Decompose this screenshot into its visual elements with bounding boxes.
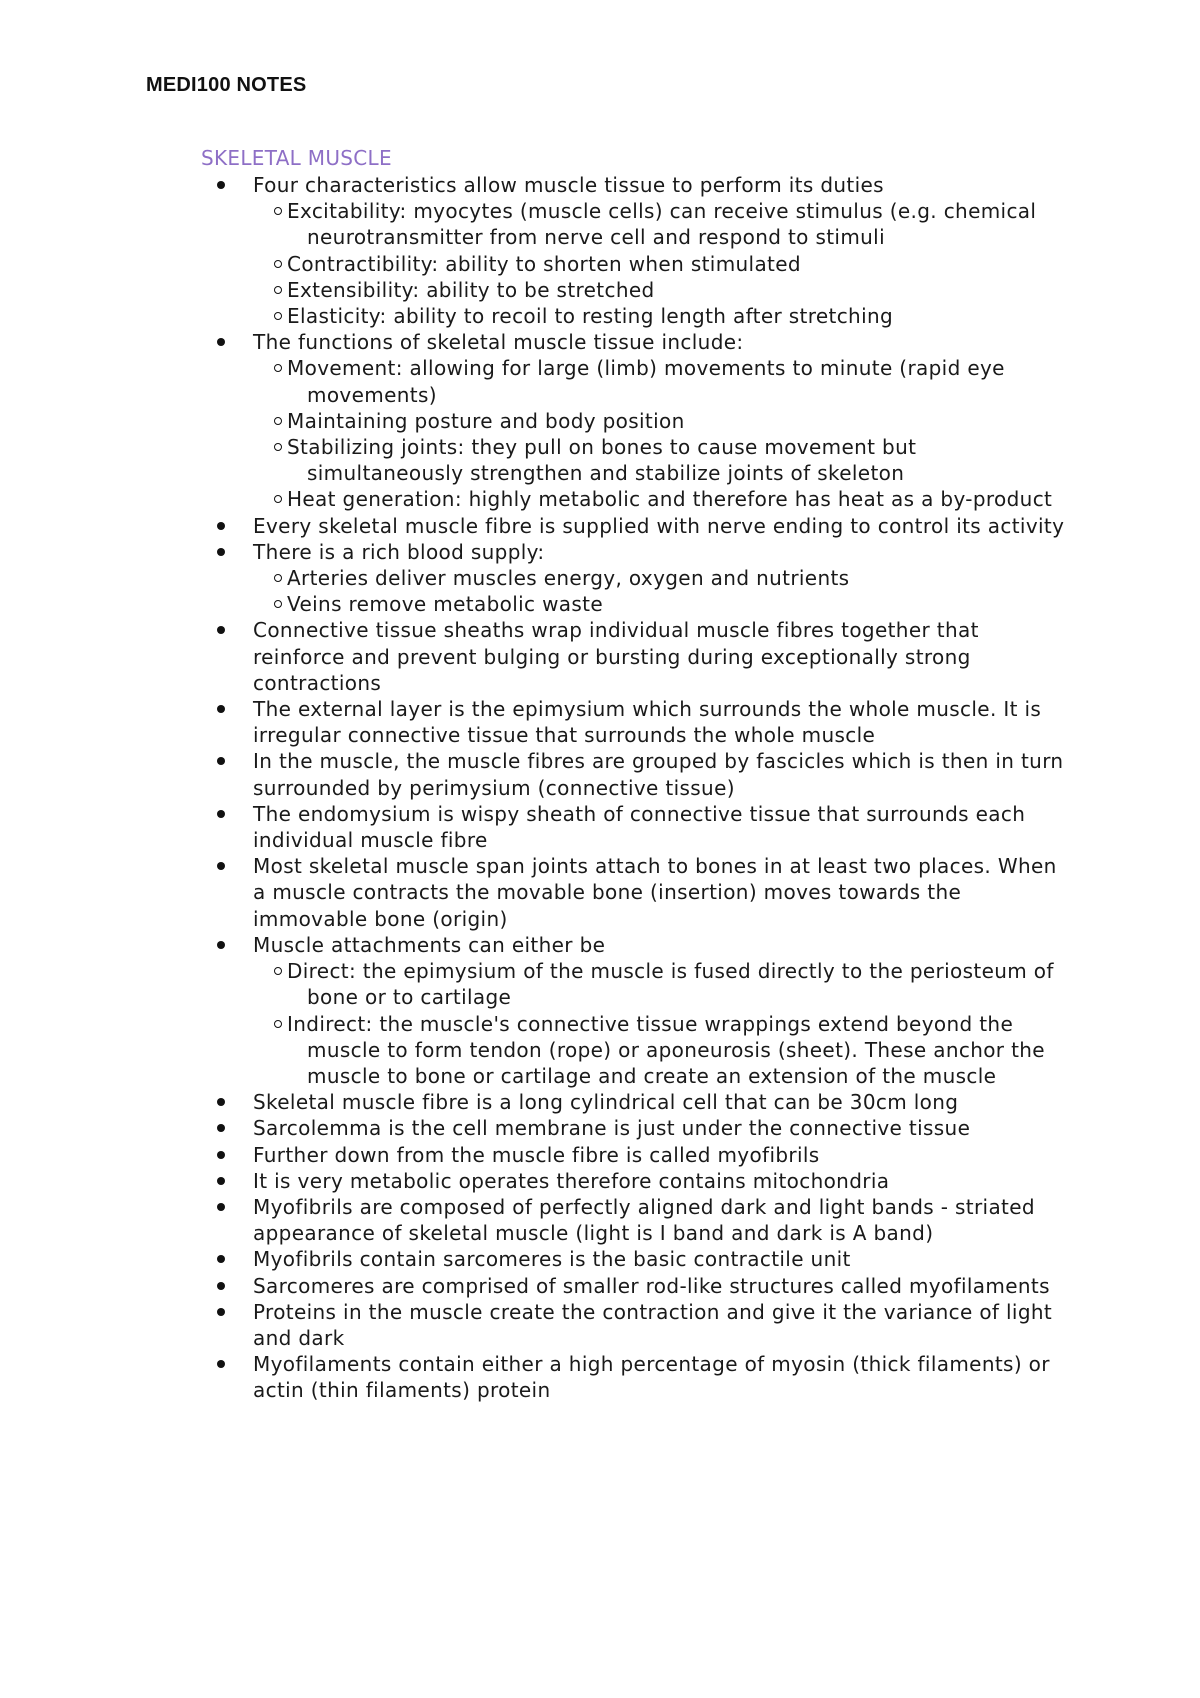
sub-bullet-item — [272, 591, 1070, 617]
bullet-text: Myofibrils contain sarcomeres is the basic contractile unit — [253, 1247, 851, 1272]
bullet-text: The functions of skeletal muscle tissue include: — [253, 330, 744, 355]
bullet-item — [0, 932, 1200, 1089]
sub-bullet-text: Elasticity: ability to recoil to resting length after stretching — [287, 304, 894, 329]
bullet-item — [0, 1089, 1200, 1115]
sub-bullet-item — [272, 277, 1070, 303]
sub-bullet-item — [272, 198, 1070, 250]
bullet-text: There is a rich blood supply: — [253, 539, 545, 564]
bullet-item — [0, 853, 1200, 932]
hollow-circle-bullet-icon — [274, 260, 282, 268]
document-title: MEDI100 NOTES — [146, 74, 307, 96]
bullet-text: Myofilaments contain either a high percentage of myosin (thick filaments) or actin (thin filaments) protein — [253, 1352, 1050, 1403]
sub-bullet-item — [272, 565, 1070, 591]
bullet-text: Further down from the muscle fibre is called myofibrils — [253, 1142, 820, 1167]
bullet-text: It is very metabolic operates therefore contains mitochondria — [253, 1168, 890, 1193]
bullet-item — [0, 1351, 1200, 1403]
sub-bullet-item — [272, 1011, 1070, 1090]
bullet-dot-icon — [217, 548, 225, 556]
bullet-text: The endomysium is wispy sheath of connective tissue that surrounds each individual muscle fibre — [253, 801, 1026, 853]
bullet-item — [0, 1194, 1200, 1246]
bullet-dot-icon — [217, 626, 225, 634]
bullet-item — [0, 1273, 1200, 1299]
bullet-dot-icon — [217, 338, 225, 346]
hollow-circle-bullet-icon — [274, 443, 282, 451]
hollow-circle-bullet-icon — [274, 312, 282, 320]
sub-bullet-list — [253, 958, 1070, 1089]
bullet-text: Four characteristics allow muscle tissue to perform its duties — [253, 173, 884, 197]
sub-bullet-item — [272, 408, 1070, 434]
sub-bullet-list — [253, 565, 1070, 617]
sub-bullet-item — [272, 251, 1070, 277]
bullet-dot-icon — [217, 1098, 225, 1106]
bullet-item — [0, 1246, 1200, 1272]
bullet-text: Skeletal muscle fibre is a long cylindrical cell that can be 30cm long — [253, 1090, 959, 1115]
bullet-item — [0, 539, 1200, 618]
hollow-circle-bullet-icon — [274, 286, 282, 294]
sub-bullet-item — [272, 486, 1070, 512]
bullet-item — [0, 1115, 1200, 1141]
sub-bullet-text: Stabilizing joints: they pull on bones to cause movement but simultaneously strengthen and stabilize joints of skeleton — [287, 435, 917, 486]
bullet-item — [0, 1168, 1200, 1194]
sub-bullet-list — [253, 198, 1070, 329]
section-heading: SKELETAL MUSCLE — [201, 146, 392, 170]
sub-bullet-text: Extensibility: ability to be stretched — [287, 277, 655, 302]
bullet-dot-icon — [217, 181, 225, 189]
hollow-circle-bullet-icon — [274, 364, 282, 372]
notes-bullet-list — [0, 172, 1200, 1404]
bullet-dot-icon — [217, 705, 225, 713]
sub-bullet-text: Indirect: the muscle's connective tissue wrappings extend beyond the muscle to form tendon (rope) or aponeurosis (sheet). These anchor the muscle to bone or cartilage and create an extension of the muscle — [287, 1011, 1045, 1088]
bullet-text: Proteins in the muscle create the contraction and give it the variance of light and dark — [253, 1299, 1053, 1350]
hollow-circle-bullet-icon — [274, 574, 282, 582]
bullet-dot-icon — [217, 1282, 225, 1290]
bullet-item — [0, 1299, 1200, 1351]
bullet-text: Most skeletal muscle span joints attach to bones in at least two places. When a muscle contracts the movable bone (insertion) moves towards the immovable bone (origin) — [253, 854, 1057, 931]
bullet-dot-icon — [217, 1255, 225, 1263]
bullet-dot-icon — [217, 1151, 225, 1159]
bullet-text: Connective tissue sheaths wrap individual muscle fibres together that reinforce and prevent bulging or bursting during exceptionally strong contractions — [253, 618, 979, 695]
hollow-circle-bullet-icon — [274, 495, 282, 503]
sub-bullet-text: Heat generation: highly metabolic and therefore has heat as a by-product — [287, 487, 1053, 512]
bullet-dot-icon — [217, 941, 225, 949]
hollow-circle-bullet-icon — [274, 967, 282, 975]
sub-bullet-text: Veins remove metabolic waste — [287, 592, 604, 617]
sub-bullet-list — [253, 355, 1070, 512]
sub-bullet-text: Movement: allowing for large (limb) movements to minute (rapid eye movements) — [287, 356, 1005, 407]
bullet-dot-icon — [217, 862, 225, 870]
bullet-dot-icon — [217, 522, 225, 530]
bullet-item — [0, 748, 1200, 800]
sub-bullet-item — [272, 434, 1070, 486]
hollow-circle-bullet-icon — [274, 1020, 282, 1028]
bullet-dot-icon — [217, 1360, 225, 1368]
sub-bullet-text: Arteries deliver muscles energy, oxygen and nutrients — [287, 566, 850, 591]
hollow-circle-bullet-icon — [274, 417, 282, 425]
sub-bullet-text: Direct: the epimysium of the muscle is fused directly to the periosteum of bone or to cartilage — [287, 959, 1054, 1010]
bullet-item — [0, 617, 1200, 696]
hollow-circle-bullet-icon — [274, 207, 282, 215]
bullet-text: The external layer is the epimysium which surrounds the whole muscle. It is irregular connective tissue that surrounds the whole muscle — [253, 697, 1042, 748]
bullet-item — [0, 1142, 1200, 1168]
bullet-item — [0, 329, 1200, 512]
bullet-dot-icon — [217, 810, 225, 818]
bullet-text: Every skeletal muscle fibre is supplied with nerve ending to control its activity — [253, 513, 1065, 538]
bullet-item — [0, 513, 1200, 539]
bullet-item — [0, 172, 1200, 329]
sub-bullet-item — [272, 958, 1070, 1010]
sub-bullet-text: Maintaining posture and body position — [287, 408, 685, 433]
bullet-dot-icon — [217, 757, 225, 765]
bullet-text: Sarcomeres are comprised of smaller rod-like structures called myofilaments — [253, 1273, 1050, 1298]
sub-bullet-text: Contractibility: ability to shorten when stimulated — [287, 251, 801, 276]
bullet-text: Muscle attachments can either be — [253, 932, 606, 957]
hollow-circle-bullet-icon — [274, 600, 282, 608]
bullet-text: Sarcolemma is the cell membrane is just under the connective tissue — [253, 1116, 971, 1141]
sub-bullet-text: Excitability: myocytes (muscle cells) can receive stimulus (e.g. chemical neurotransmitter from nerve cell and respond to stimuli — [287, 199, 1037, 250]
bullet-item — [0, 696, 1200, 748]
bullet-dot-icon — [217, 1203, 225, 1211]
bullet-item — [0, 801, 1200, 853]
sub-bullet-item — [272, 303, 1070, 329]
bullet-dot-icon — [217, 1308, 225, 1316]
bullet-dot-icon — [217, 1124, 225, 1132]
bullet-text: In the muscle, the muscle fibres are grouped by fascicles which is then in turn surrounded by perimysium (connective tissue) — [253, 749, 1064, 800]
bullet-text: Myofibrils are composed of perfectly aligned dark and light bands - striated appearance of skeletal muscle (light is I band and dark is A band) — [253, 1194, 1035, 1246]
sub-bullet-item — [272, 355, 1070, 407]
bullet-dot-icon — [217, 1177, 225, 1185]
